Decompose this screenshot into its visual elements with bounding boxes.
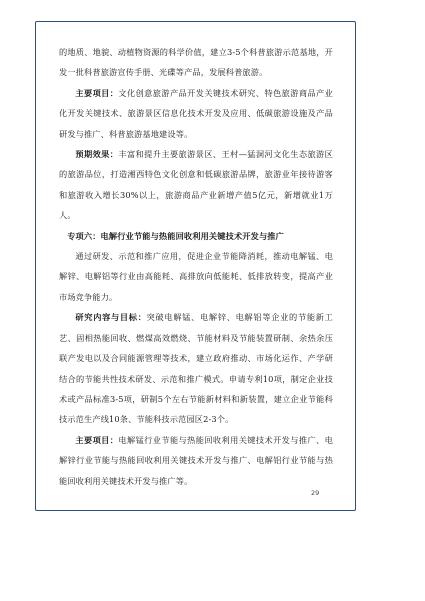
page-number: 29 <box>311 489 320 497</box>
paragraph-3-text: 丰富和提升主要旅游景区、王村—猛洞河文化生态旅游区的旅游品位，打造湘西特色文化创意和低碳旅游品牌，旅游业年接待游客和旅游收入增长30%以上，旅游商品产业新增产值5亿元，新增就业1万人。 <box>59 149 333 221</box>
paragraph-4 <box>59 246 333 307</box>
paragraph-2 <box>59 83 333 144</box>
paragraph-2-text: 文化创意旅游产品开发关键技术研究、特色旅游商品产业化开发关键技术、旅游景区信息化技术开发及应用、低碳旅游设施及产品研发与推广、科普旅游基地建设等。 <box>59 87 333 139</box>
paragraph-5-text: 突破电解锰、电解锌、电解铝等企业的节能新工艺、固相热能回收、燃煤高效燃烧、节能材料及节能装置研制、余热余压联产发电以及合同能源管理等技术，建立政府推动、市场化运作、产学研结合的节能共性技术研发、示范和推广模式。申请专利10项，制定企业技术或产品标准3-5项，研制5个左右节能新材料和新装置，建立企业节能科技示范生产线10条、节能科技示范园区2-3个。 <box>59 312 333 425</box>
paragraph-6-text: 电解锰行业节能与热能回收利用关键技术开发与推广、电解锌行业节能与热能回收利用关键技术开发与推广、电解铝行业节能与热能回收利用关键技术开发与推广等。 <box>59 434 333 486</box>
document-body <box>59 42 333 491</box>
paragraph-6-lead: 主要项目： <box>75 434 119 445</box>
paragraph-1-text: 的地质、地貌、动植物资源的科学价值，建立3-5个科普旅游示范基地，开发一批科普旅游宣传手册、光碟等产品，发展科普旅游。 <box>59 47 333 78</box>
paragraph-3-lead: 预期效果： <box>75 149 119 160</box>
section-heading: 专项六：电解行业节能与热能回收利用关键技术开发与推广 <box>67 230 284 241</box>
paragraph-2-lead: 主要项目： <box>75 87 119 98</box>
paragraph-1 <box>59 42 333 83</box>
paragraph-5-lead: 研究内容与目标： <box>75 312 147 323</box>
paragraph-4-text: 通过研发、示范和推广应用，促进企业节能降消耗，推动电解锰、电解锌、电解铝等行业由高能耗、高排放向低能耗、低排放转变，提高产业市场竞争能力。 <box>59 251 333 302</box>
paragraph-6 <box>59 430 333 491</box>
paragraph-3 <box>59 144 333 226</box>
paragraph-5 <box>59 307 333 429</box>
